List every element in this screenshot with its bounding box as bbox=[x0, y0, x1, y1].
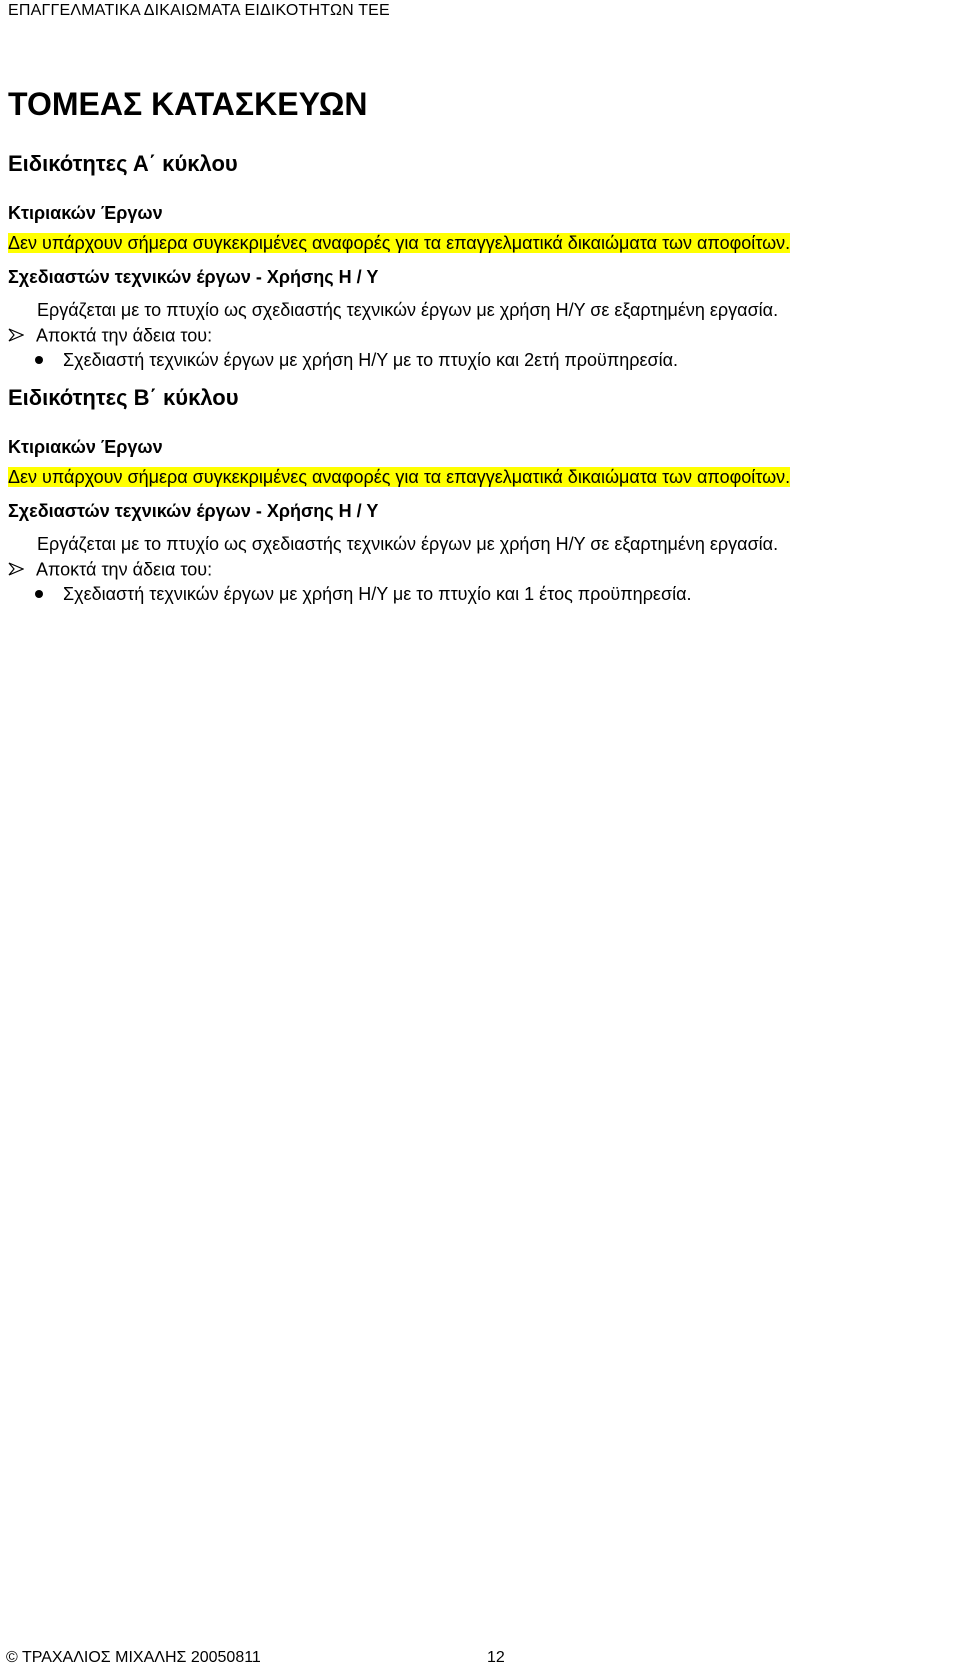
cycle-b-license-item bbox=[35, 582, 691, 606]
highlighted-text: Δεν υπάρχουν σήμερα συγκεκριμένες αναφορές για τα επαγγελματικά δικαιώματα των αποφοίτων. bbox=[8, 233, 791, 253]
round-bullet-icon bbox=[35, 590, 43, 598]
highlighted-text: Δεν υπάρχουν σήμερα συγκεκριμένες αναφορές για τα επαγγελματικά δικαιώματα των αποφοίτων. bbox=[8, 467, 791, 487]
cycle-b-specialty-building-works: Κτιριακών Έργων bbox=[8, 437, 163, 457]
cycle-b-specialty-description: Εργάζεται με το πτυχίο ως σχεδιαστής τεχνικών έργων με χρήση Η/Υ σε εξαρτημένη εργασία. bbox=[37, 534, 779, 554]
cycle-a-specialty-cad-designers: Σχεδιαστών τεχνικών έργων - Χρήσης Η / Υ bbox=[8, 267, 379, 287]
license-label: Αποκτά την άδεια του: bbox=[36, 559, 213, 580]
cycle-b-specialty-cad-designers: Σχεδιαστών τεχνικών έργων - Χρήσης Η / Υ bbox=[8, 501, 379, 521]
cycle-a-specialty-description: Εργάζεται με το πτυχίο ως σχεδιαστής τεχνικών έργων με χρήση Η/Υ σε εξαρτημένη εργασία. bbox=[37, 300, 779, 320]
cycle-a-license-item bbox=[35, 348, 678, 372]
section-title: ΤΟΜΕΑΣ ΚΑΤΑΣΚΕΥΩΝ bbox=[8, 86, 368, 122]
cycle-a-title: Ειδικότητες Α΄ κύκλου bbox=[8, 151, 238, 176]
footer-copyright: © ΤΡΑΧΑΛΙΟΣ ΜΙΧΑΛΗΣ 20050811 bbox=[6, 1649, 261, 1666]
arrowhead-bullet-icon bbox=[8, 327, 36, 343]
footer-page-number: 12 bbox=[487, 1649, 505, 1666]
cycle-b-license-line bbox=[8, 556, 212, 581]
arrowhead-bullet-icon bbox=[8, 561, 36, 577]
cycle-b-highlighted-note bbox=[8, 466, 790, 488]
running-header: ΕΠΑΓΓΕΛΜΑΤΙΚΑ ΔΙΚΑΙΩΜΑΤΑ ΕΙΔΙΚΟΤΗΤΩΝ ΤΕΕ bbox=[8, 2, 390, 19]
license-label: Αποκτά την άδεια του: bbox=[36, 325, 213, 346]
cycle-a-highlighted-note bbox=[8, 232, 790, 254]
license-item-text: Σχεδιαστή τεχνικών έργων με χρήση Η/Υ με το πτυχίο και 1 έτος προϋπηρεσία. bbox=[63, 584, 692, 604]
cycle-a-license-line bbox=[8, 322, 212, 347]
cycle-b-title: Ειδικότητες Β΄ κύκλου bbox=[8, 385, 239, 410]
round-bullet-icon bbox=[35, 356, 43, 364]
cycle-a-specialty-building-works: Κτιριακών Έργων bbox=[8, 203, 163, 223]
license-item-text: Σχεδιαστή τεχνικών έργων με χρήση Η/Υ με το πτυχίο και 2ετή προϋπηρεσία. bbox=[63, 350, 679, 370]
